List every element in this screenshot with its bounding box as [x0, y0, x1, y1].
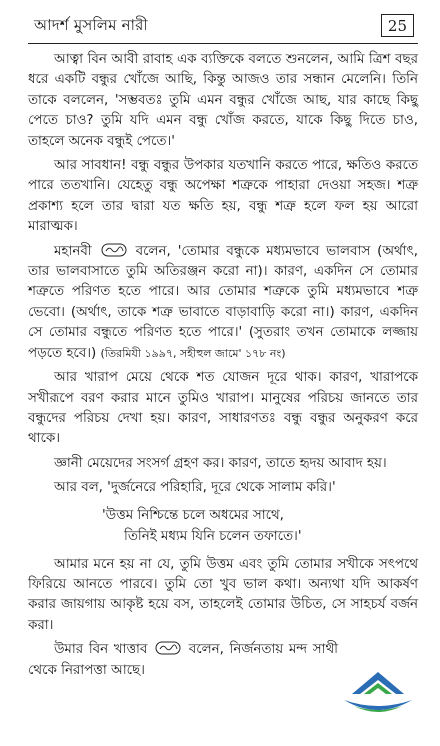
page-number: 25: [381, 14, 414, 37]
hadith-text: বলেন, 'তোমার বন্ধুকে মধ্যমভাবে ভালবাস (অর্থাৎ, তার ভালবাসাতে তুমি অতিরঞ্জন করো না)। কারণ, একদিন সে তোমার শত্রুতে পরিণত হতে পারে। আর তোমার শত্রুকে তুমি মধ্যমভাবে শত্রু ভেবো। (অর্থাৎ, তাকে শত্রু ভাবাতে বাড়াবাড়ি করো না।) কারণ, একদিন সে তোমার বন্ধুতে পরিণত হতে পারে।' (সুতরাং তখন তোমাকে লজ্জায় পড়তে হবে।): [28, 243, 418, 361]
poem: [28, 505, 418, 547]
closing-text: বলেন, নির্জনতায় মন্দ সাথী থেকে নিরাপত্তা আছে।: [28, 642, 338, 678]
poem-line: তিনিই মধ্যম যিনি চলেন তফাতে।': [124, 528, 302, 544]
page-header: [28, 0, 418, 44]
poem-line: 'উত্তম নিশ্চিন্তে চলে অধমের সাথে,: [102, 507, 284, 523]
publisher-logo-icon: [338, 668, 418, 716]
running-title: আদর্শ মুসলিম নারী: [34, 16, 148, 34]
paragraph: জ্ঞানী মেয়েদের সংসর্গ গ্রহণ কর। কারণ, তাতে হৃদয় আবাদ হয়।: [54, 455, 387, 471]
paragraph: আমার মনে হয় না যে, তুমি উত্তম এবং তুমি তোমার সখীকে সৎপথে ফিরিয়ে আনতে পারবে। তুমি তো খুব ভাল কথা। অন্যথা যদি আকর্ষণ করার জায়গায় আকৃষ্ট হয়ে বস, তাহলেই তোমার উচিত, সে সাহচর্য বর্জন করা।: [28, 556, 418, 633]
hadith-paragraph: [28, 242, 418, 364]
page-content: [28, 44, 418, 681]
hadith-narrator: মহানবী: [54, 243, 92, 259]
hadith-citation: (তিরমিযী ১৯৯৭, সহীহুল জামে' ১৭৮ নং): [100, 346, 286, 360]
paragraph: আর বল, 'দুর্জনেরে পরিহারি, দূরে থেকে সালাম করি।': [54, 480, 336, 496]
paragraph: আর সাবধান! বন্ধু বন্ধুর উপকার যতখানি করতে পারে, ক্ষতিও করতে পারে ততখানি। যেহেতু বন্ধু অপেক্ষা শত্রুকে পাহারা দেওয়া সহজ। শত্রু প্রকাশ্য হলে তার দ্বারা যত ক্ষতি হয়, বন্ধু শত্রু হলে ফল হয় আরো মারাত্মক।: [28, 158, 418, 235]
salutation-icon: [155, 641, 181, 655]
salutation-icon: [101, 243, 127, 257]
closing-narrator: উমার বিন খাত্তাব: [54, 642, 148, 658]
paragraph: আর খারাপ মেয়ে থেকে শত যোজন দূরে থাক। কারণ, খারাপকে সখীরূপে বরণ করার মানে তুমিও খারাপ। মানুষের পরিচয় জানতে তার বন্ধুদের পরিচয় দেখা হয়। কারণ, সাধারণতঃ বন্ধু বন্ধুর অনুকরণ করে থাকে।: [28, 370, 418, 447]
paragraph: আত্বা বিন আবী রাবাহ এক ব্যক্তিকে বলতে শুনলেন, আমি ত্রিশ বছর ধরে একটি বন্ধুর খোঁজে আছি, কিন্তু আজও তার সন্ধান মেলেনি। তিনি তাকে বললেন, 'সম্ভবতঃ তুমি এমন বন্ধুর খোঁজে আছ, যার কাছে কিছু পেতে চাও? তুমি যদি এমন বন্ধু খোঁজ করতে, যাকে কিছু দিতে চাও, তাহলে অনেক বন্ধুই পেতে।': [28, 52, 418, 149]
